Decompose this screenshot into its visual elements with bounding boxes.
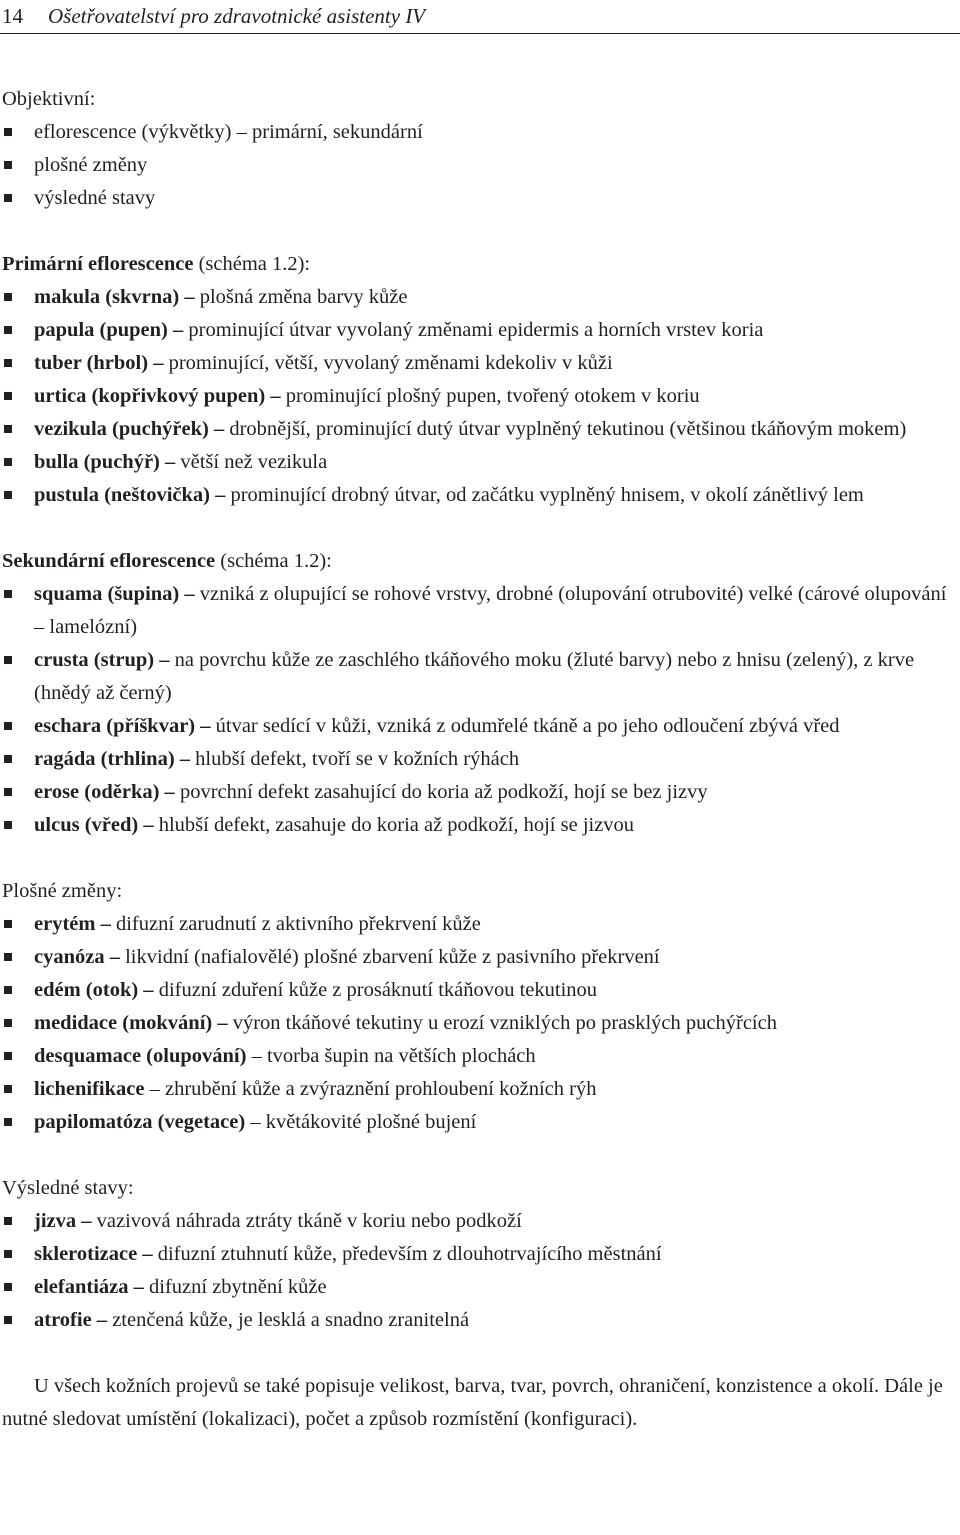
item-text: prominující útvar vyvolaný změnami epidermis a horních vrstev koria: [183, 319, 764, 341]
item-text: – květákovité plošné bujení: [245, 1111, 477, 1133]
square-bullet-icon: [4, 1283, 12, 1291]
square-bullet-icon: [4, 986, 12, 994]
item-text: vzniká z olupující se rohové vrstvy, drobné (olupování otrubovité) velké (cárové olupování – lamelózní): [34, 583, 947, 638]
heading-bold: Primární eflorescence: [2, 253, 194, 275]
item-term: medidace (mokvání) –: [34, 1012, 228, 1034]
square-bullet-icon: [4, 590, 12, 598]
heading-rest: (schéma 1.2):: [215, 550, 332, 572]
item-text: vazivová náhrada ztráty tkáně v koriu nebo podkoží: [91, 1210, 522, 1232]
square-bullet-icon: [4, 953, 12, 961]
item-text: hlubší defekt, tvoří se v kožních rýhách: [190, 748, 520, 770]
item-text: hlubší defekt, zasahuje do koria až podkoží, hojí se jizvou: [153, 814, 635, 836]
section-heading: Výsledné stavy:: [2, 1177, 134, 1199]
square-bullet-icon: [4, 491, 12, 499]
item-term: erytém –: [34, 913, 111, 935]
square-bullet-icon: [4, 293, 12, 301]
running-header: [0, 0, 960, 34]
item-term: elefantiáza –: [34, 1276, 144, 1298]
list-item: [2, 1106, 958, 1139]
item-text: – zhrubění kůže a zvýraznění prohloubení kožních rýh: [144, 1078, 597, 1100]
list-item: [2, 1040, 958, 1073]
section-objective: [2, 83, 958, 215]
square-bullet-icon: [4, 194, 12, 202]
square-bullet-icon: [4, 1085, 12, 1093]
section-surface-changes: [2, 875, 958, 1139]
item-text: plošné změny: [34, 154, 148, 176]
bullet-list: [2, 578, 958, 842]
list-item: [2, 1007, 958, 1040]
item-text: výsledné stavy: [34, 187, 156, 209]
list-item: [2, 974, 958, 1007]
list-item: [2, 1205, 958, 1238]
bullet-list: [2, 281, 958, 512]
list-item: [2, 479, 958, 512]
list-item: [2, 1073, 958, 1106]
list-item: [2, 281, 958, 314]
item-term: cyanóza –: [34, 946, 120, 968]
square-bullet-icon: [4, 392, 12, 400]
item-term: tuber (hrbol) –: [34, 352, 164, 374]
item-text: prominující drobný útvar, od začátku vyplněný hnisem, v okolí zánětlivý lem: [225, 484, 864, 506]
list-item: [2, 182, 958, 215]
section-heading: Plošné změny:: [2, 880, 123, 902]
list-item: [2, 1304, 958, 1337]
square-bullet-icon: [4, 755, 12, 763]
list-item: [2, 941, 958, 974]
square-bullet-icon: [4, 1019, 12, 1027]
list-item: [2, 413, 958, 446]
item-text: útvar sedící v kůži, vzniká z odumřelé tkáně a po jeho odloučení zbývá vřed: [210, 715, 840, 737]
section-heading: [2, 545, 958, 578]
list-item: [2, 644, 958, 710]
square-bullet-icon: [4, 1250, 12, 1258]
page-content: [2, 83, 958, 1436]
book-title: Ošetřovatelství pro zdravotnické asistenty IV: [48, 4, 426, 28]
section-heading: [2, 248, 958, 281]
square-bullet-icon: [4, 788, 12, 796]
list-item: [2, 743, 958, 776]
square-bullet-icon: [4, 326, 12, 334]
section-closing: [2, 1370, 958, 1436]
section-primary-eflorescence: [2, 248, 958, 512]
square-bullet-icon: [4, 425, 12, 433]
square-bullet-icon: [4, 458, 12, 466]
square-bullet-icon: [4, 821, 12, 829]
item-term: pustula (neštovička) –: [34, 484, 226, 506]
section-heading: Objektivní:: [2, 88, 96, 110]
list-item: [2, 446, 958, 479]
item-text: plošná změna barvy kůže: [194, 286, 408, 308]
item-text: výron tkáňové tekutiny u erozí vzniklých po prasklých puchýřcích: [227, 1012, 777, 1034]
list-item: [2, 710, 958, 743]
item-term: lichenifikace: [34, 1078, 145, 1100]
item-term: papilomatóza (vegetace): [34, 1111, 246, 1133]
square-bullet-icon: [4, 1217, 12, 1225]
item-term: vezikula (puchýřek) –: [34, 418, 225, 440]
item-term: makula (skvrna) –: [34, 286, 195, 308]
item-text: prominující, větší, vyvolaný změnami kdekoliv v kůži: [163, 352, 613, 374]
item-text: větší než vezikula: [175, 451, 328, 473]
item-text: difuzní zduření kůže z prosáknutí tkáňovou tekutinou: [153, 979, 598, 1001]
list-item: [2, 776, 958, 809]
bullet-list: [2, 908, 958, 1139]
square-bullet-icon: [4, 656, 12, 664]
item-term: crusta (strup) –: [34, 649, 170, 671]
item-term: erose (oděrka) –: [34, 781, 175, 803]
item-term: desquamace (olupování): [34, 1045, 247, 1067]
item-term: squama (šupina) –: [34, 583, 195, 605]
heading-bold: Sekundární eflorescence: [2, 550, 216, 572]
item-term: sklerotizace –: [34, 1243, 153, 1265]
item-term: ulcus (vřed) –: [34, 814, 154, 836]
square-bullet-icon: [4, 359, 12, 367]
item-term: edém (otok) –: [34, 979, 154, 1001]
item-text: povrchní defekt zasahující do koria až podkoží, hojí se bez jizvy: [174, 781, 708, 803]
list-item: [2, 1271, 958, 1304]
list-item: [2, 149, 958, 182]
item-text: likvidní (nafialovělé) plošné zbarvení kůže z pasivního překrvení: [119, 946, 660, 968]
page-number: 14: [2, 4, 23, 28]
item-term: atrofie –: [34, 1309, 108, 1331]
list-item: [2, 380, 958, 413]
list-item: [2, 347, 958, 380]
item-term: jizva –: [34, 1210, 92, 1232]
list-item: [2, 314, 958, 347]
item-term: eschara (příškvar) –: [34, 715, 211, 737]
list-item: [2, 809, 958, 842]
square-bullet-icon: [4, 128, 12, 136]
item-text: prominující plošný pupen, tvořený otokem v koriu: [280, 385, 700, 407]
item-text: difuzní zbytnění kůže: [143, 1276, 327, 1298]
square-bullet-icon: [4, 1316, 12, 1324]
item-text: – tvorba šupin na větších plochách: [246, 1045, 536, 1067]
closing-paragraph: U všech kožních projevů se také popisuje velikost, barva, tvar, povrch, ohraničení, konzistence a okolí. Dále je nutné sledovat umístění (lokalizaci), počet a způsob rozmístění (konfiguraci).: [2, 1375, 943, 1430]
list-item: [2, 908, 958, 941]
square-bullet-icon: [4, 920, 12, 928]
item-text: drobnější, prominující dutý útvar vyplněný tekutinou (většinou tkáňovým mokem): [224, 418, 907, 440]
item-term: papula (pupen) –: [34, 319, 184, 341]
square-bullet-icon: [4, 1052, 12, 1060]
section-secondary-eflorescence: [2, 545, 958, 842]
item-text: eflorescence (výkvětky) – primární, sekundární: [34, 121, 423, 143]
list-item: [2, 1238, 958, 1271]
section-resulting-states: [2, 1172, 958, 1337]
item-text: na povrchu kůže ze zaschlého tkáňového moku (žluté barvy) nebo z hnisu (zelený), z krve (hnědý až černý): [34, 649, 915, 704]
item-term: urtica (kopřivkový pupen) –: [34, 385, 281, 407]
square-bullet-icon: [4, 1118, 12, 1126]
bullet-list: [2, 1205, 958, 1337]
item-text: ztenčená kůže, je lesklá a snadno zranitelná: [107, 1309, 470, 1331]
heading-rest: (schéma 1.2):: [193, 253, 311, 275]
list-item: [2, 116, 958, 149]
item-text: difuzní ztuhnutí kůže, především z dlouhotrvajícího městnání: [152, 1243, 662, 1265]
item-text: difuzní zarudnutí z aktivního překrvení kůže: [110, 913, 481, 935]
bullet-list: [2, 116, 958, 215]
list-item: [2, 578, 958, 644]
square-bullet-icon: [4, 161, 12, 169]
square-bullet-icon: [4, 722, 12, 730]
item-term: bulla (puchýř) –: [34, 451, 176, 473]
item-term: ragáda (trhlina) –: [34, 748, 191, 770]
